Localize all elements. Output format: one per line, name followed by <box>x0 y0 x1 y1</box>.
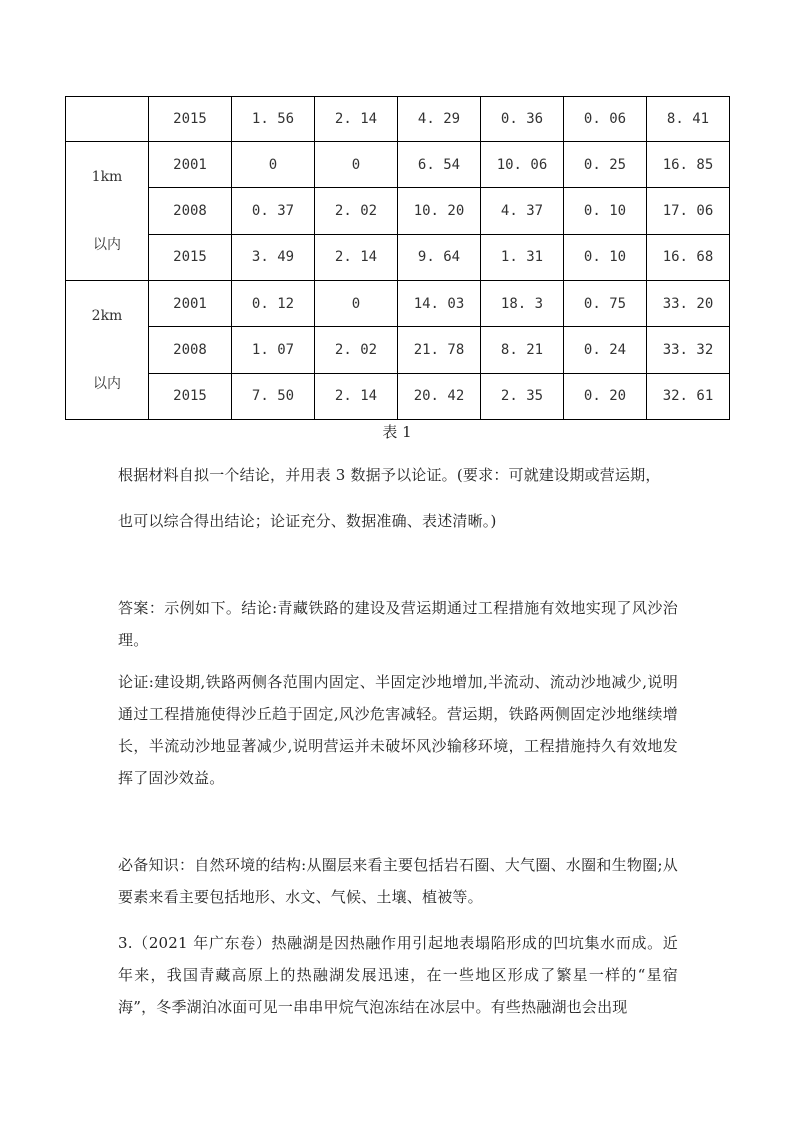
range-label: 1km <box>91 169 123 185</box>
value-cell: 32. 61 <box>647 373 730 419</box>
value-cell: 16. 68 <box>647 234 730 280</box>
range-label: 以内 <box>93 376 121 392</box>
year-cell: 2015 <box>149 97 232 142</box>
value-cell: 1. 56 <box>232 97 315 142</box>
table-row <box>66 97 730 142</box>
value-cell: 1. 31 <box>481 234 564 280</box>
year-cell: 2001 <box>149 281 232 327</box>
year-cell: 2008 <box>149 327 232 373</box>
question-line-1: 根据材料自拟一个结论，并用表 3 数据予以论证。(要求：可就建设期或营运期， <box>118 466 661 484</box>
value-cell: 18. 3 <box>481 281 564 327</box>
value-cell: 10. 06 <box>481 142 564 188</box>
table-row <box>66 373 730 419</box>
value-cell: 0. 06 <box>564 97 647 142</box>
value-cell: 17. 06 <box>647 188 730 234</box>
value-cell: 6. 54 <box>398 142 481 188</box>
table-row <box>66 234 730 280</box>
value-cell: 33. 32 <box>647 327 730 373</box>
value-cell: 8. 41 <box>647 97 730 142</box>
range-cell-1km <box>66 142 149 281</box>
value-cell: 9. 64 <box>398 234 481 280</box>
value-cell: 2. 02 <box>315 188 398 234</box>
range-cell-2km <box>66 281 149 420</box>
table-row <box>66 188 730 234</box>
value-cell: 0. 10 <box>564 234 647 280</box>
value-cell: 0. 24 <box>564 327 647 373</box>
table-row <box>66 142 730 188</box>
table-row <box>66 327 730 373</box>
value-cell: 2. 14 <box>315 97 398 142</box>
table-row <box>66 281 730 327</box>
year-cell: 2015 <box>149 234 232 280</box>
sand-area-table <box>65 96 730 420</box>
year-cell: 2015 <box>149 373 232 419</box>
argument-paragraph: 论证:建设期,铁路两侧各范围内固定、半固定沙地增加,半流动、流动沙地减少,说明通过工程措施使得沙丘趋于固定,风沙危害减轻。营运期，铁路两侧固定沙地继续增长，半流动沙地显著减少,说明营运并未破坏风沙输移环境，工程措施持久有效地发挥了固沙效益。 <box>118 673 678 787</box>
value-cell: 0. 10 <box>564 188 647 234</box>
range-label: 2km <box>91 308 123 324</box>
value-cell: 16. 85 <box>647 142 730 188</box>
table-caption: 表 1 <box>382 423 412 441</box>
year-cell: 2008 <box>149 188 232 234</box>
knowledge-paragraph: 必备知识：自然环境的结构:从圈层来看主要包括岩石圈、大气圈、水圈和生物圈;从要素来看主要包括地形、水文、气候、土壤、植被等。 <box>118 856 678 906</box>
value-cell: 1. 07 <box>232 327 315 373</box>
range-label: 以内 <box>93 237 121 253</box>
value-cell: 21. 78 <box>398 327 481 373</box>
value-cell: 0 <box>232 142 315 188</box>
value-cell: 2. 14 <box>315 234 398 280</box>
value-cell: 33. 20 <box>647 281 730 327</box>
value-cell: 14. 03 <box>398 281 481 327</box>
value-cell: 4. 29 <box>398 97 481 142</box>
question-3-paragraph: 3.（2021 年广东卷）热融湖是因热融作用引起地表塌陷形成的凹坑集水而成。近年来，我国青藏高原上的热融湖发展迅速，在一些地区形成了繁星一样的“星宿海”，冬季湖泊冰面可见一串串甲烷气泡冻结在冰层中。有些热融湖也会出现 <box>118 934 678 1016</box>
question-line-2: 也可以综合得出结论；论证充分、数据准确、表述清晰。) <box>118 512 497 530</box>
value-cell: 0. 37 <box>232 188 315 234</box>
value-cell: 2. 02 <box>315 327 398 373</box>
value-cell: 0. 12 <box>232 281 315 327</box>
value-cell: 0 <box>315 142 398 188</box>
value-cell: 3. 49 <box>232 234 315 280</box>
value-cell: 0. 36 <box>481 97 564 142</box>
value-cell: 2. 35 <box>481 373 564 419</box>
value-cell: 2. 14 <box>315 373 398 419</box>
range-cell <box>66 97 149 142</box>
year-cell: 2001 <box>149 142 232 188</box>
answer-paragraph: 答案：示例如下。结论:青藏铁路的建设及营运期通过工程措施有效地实现了风沙治理。 <box>118 599 678 649</box>
value-cell: 0. 75 <box>564 281 647 327</box>
value-cell: 20. 42 <box>398 373 481 419</box>
value-cell: 10. 20 <box>398 188 481 234</box>
value-cell: 0. 20 <box>564 373 647 419</box>
value-cell: 0. 25 <box>564 142 647 188</box>
value-cell: 4. 37 <box>481 188 564 234</box>
value-cell: 0 <box>315 281 398 327</box>
value-cell: 8. 21 <box>481 327 564 373</box>
value-cell: 7. 50 <box>232 373 315 419</box>
